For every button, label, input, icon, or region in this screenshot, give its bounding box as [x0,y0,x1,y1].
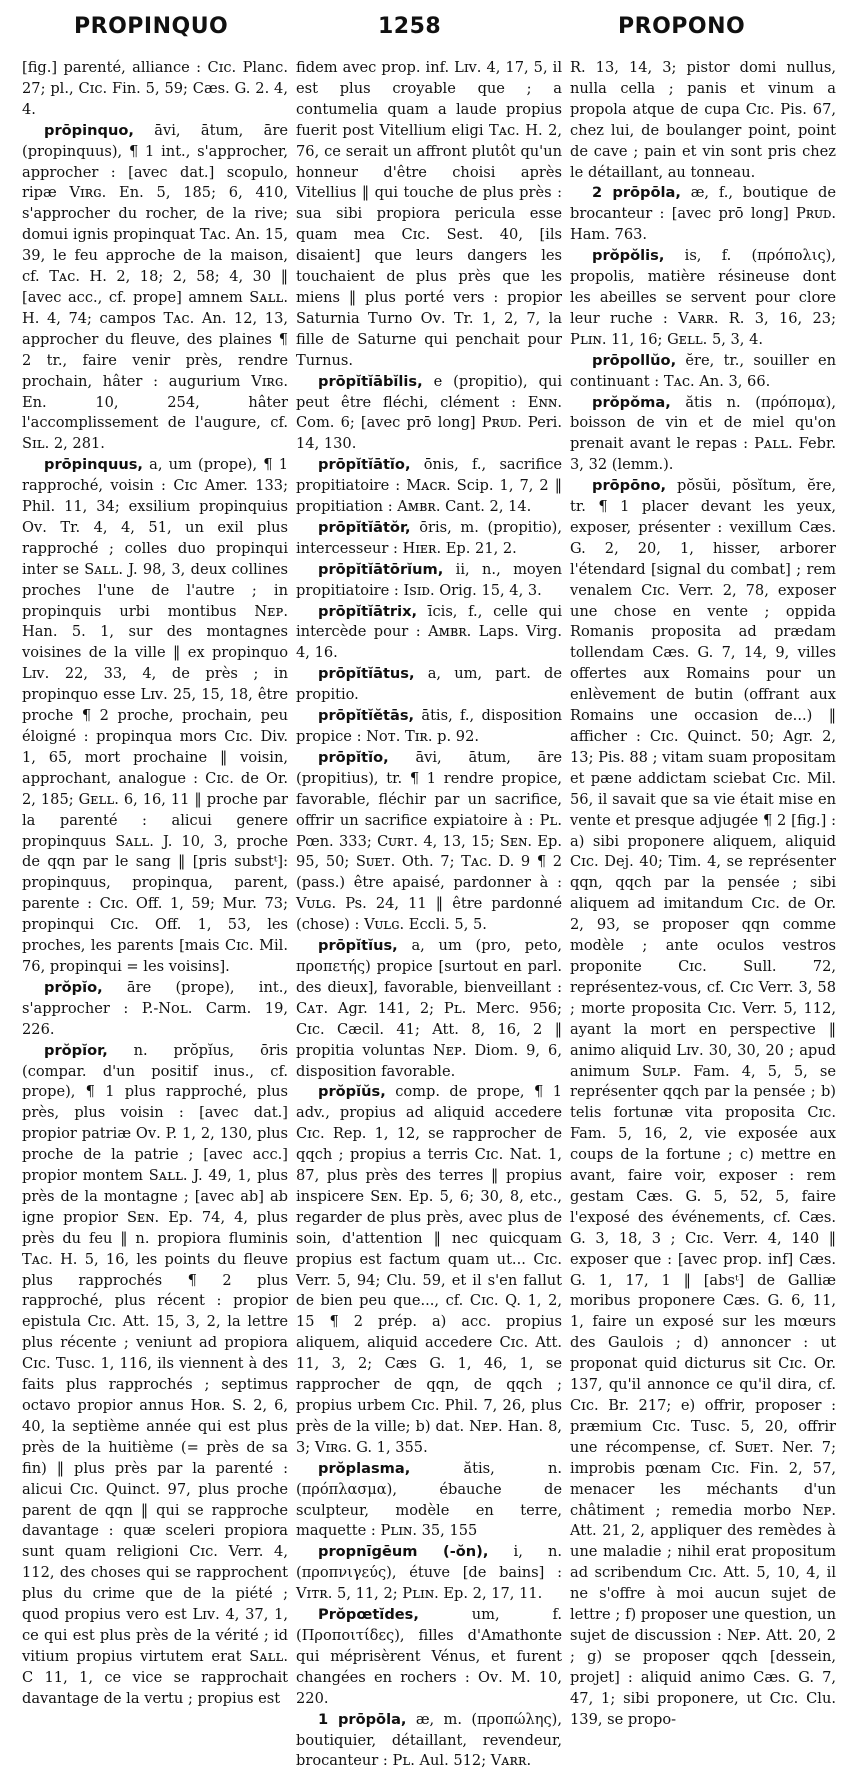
dictionary-entry [22,455,288,978]
entry-body: ātis, f., disposition propice : Nᴏᴛ. Tɪʀ. p. 92. [296,707,562,745]
entry-body: um, f. (Προποιτίδες), filles d'Amathonte qui méprisèrent Vénus, et furent changées en rochers : Oᴠ. M. 10, 220. [296,1606,562,1707]
dictionary-entry [296,372,562,456]
entry-headword: prōpĭtĭātus, [318,665,415,683]
entry-body: āre (prope), int., s'approcher : P.-Nᴏʟ. Carm. 19, 226. [22,978,288,1038]
text-column-3 [570,58,836,1728]
entry-headword: 1 prōpōla, [318,1710,407,1728]
entry-body: R. 13, 14, 3; pistor domi nullus, nulla cella ; panis et vinum a propola atque de cupa Cɪc. Pis. 67, chez lui, de boulanger point, point de cave ; pain et vin sont pris chez le détaillant, au tonneau. [570,59,836,181]
entry-headword: prōpĭtĭābĭlis, [318,372,423,390]
page-header [0,0,850,48]
running-head-left: PROPINQUO [74,14,229,39]
dictionary-entry [296,1710,562,1772]
dictionary-entry [296,1082,562,1458]
entry-body: ătis, n. (πρόπλασμα), ébauche de sculpteur, modèle en terre, maquette : Pʟɪɴ. 35, 155 [296,1459,562,1540]
entry-body: æ, m. (προπώλης), boutiquier, détaillant, revendeur, brocanteur : Pʟ. Aul. 512; Vᴀʀʀ. [296,1710,562,1770]
entry-body: a, um, part. de propitio. [296,665,562,704]
entry-headword: prōpĭtĭātĭo, [318,456,411,474]
dictionary-entry [296,455,562,518]
dictionary-entry [296,1459,562,1543]
entry-headword: prŏpŏma, [592,393,671,411]
entry-headword: prŏpĭo, [44,978,103,996]
entry-headword: 2 prōpōla, [592,184,681,202]
entry-continuation [22,58,288,121]
entry-body: i, n. (προπνιγεύς), étuve [de bains] : Vɪᴛʀ. 5, 11, 2; Pʟɪɴ. Ep. 2, 17, 11. [296,1543,563,1603]
entry-body: ătis n. (πρόπομα), boisson de vin et de miel qu'on prenait avant le repas : Pᴀʟʟ. Febr. 3, 32 (lemm.). [570,393,836,474]
entry-headword: prōpĭtĭus, [318,937,398,955]
entry-headword: prŏpĭŭs, [318,1083,386,1101]
entry-headword: prōpĭtĭātōrĭum, [318,560,444,578]
dictionary-entry [22,121,288,456]
dictionary-entry [296,1542,562,1605]
entry-body: is, f. (πρόπολις), propolis, matière résineuse dont les abeilles se servent pour clore leur ruche : Vᴀʀʀ. R. 3, 16, 23; Pʟɪɴ. 11, 16; Gᴇʟʟ. 5, 3, 4. [570,247,836,348]
entry-body: āvi, ātum, āre (propinquus), ¶ 1 int., s'approcher, approcher : [avec dat.] scopulo, ripæ Vɪʀɢ. En. 5, 185; 6, 410, s'approcher du rocher, de la rive; domui ignis propinquat Tᴀᴄ. An. 15, 39, le feu approche de la maison, cf. Tᴀᴄ. H. 2, 18; 2, 58; 4, 30 ‖ [avec acc., cf. prope] amnem Sᴀʟʟ. H. 4, 74; campos Tᴀᴄ. An. 12, 13, approcher du fleuve, des plaines ¶ 2 tr., faire venir près, rendre prochain, hâter : augurium Vɪʀɢ. En. 10, 254, hâter l'accomplissement de l'augure, cf. Sɪʟ. 2, 281. [22,121,288,453]
entry-headword: prōpōno, [592,477,667,495]
entry-body: e (propitio), qui peut être fléchi, clément : Eɴɴ. Com. 6; [avec prō long] Pʀᴜᴅ. Peri. 14, 130. [296,372,562,453]
text-column-2 [296,58,563,1770]
text-column-1 [22,58,288,1707]
dictionary-entry [296,706,562,748]
dictionary-entry [570,393,836,477]
dictionary-entry [22,978,288,1041]
entry-headword: prōpĭtĭātŏr, [318,518,411,536]
running-head-right: PROPONO [618,14,746,39]
entry-body: īcis, f., celle qui intercède pour : Aᴍʙʀ. Laps. Virg. 4, 16. [296,602,562,662]
entry-body: n. prŏpĭus, ōris (compar. d'un positif inus., cf. prope), ¶ 1 plus rapproché, plus près, plus voisin : [avec dat.] propior patriæ Oᴠ. P. 1, 2, 130, plus proche de la patrie ; [avec acc.] propior montem Sᴀʟʟ. J. 49, 1, plus près de la montagne ; [avec ab] ab igne propior Sᴇɴ. Ep. 74, 4, plus près du feu ‖ n. propiora fluminis Tᴀᴄ. H. 5, 16, les points du fleuve plus rapprochés ¶ 2 plus rapproché, plus récent : propior epistula Cɪc. Att. 15, 3, 2, la lettre plus récente ; veniunt ad propiora Cɪc. Tusc. 1, 116, ils viennent à des faits plus rapprochés ; septimus octavo propior annus Hᴏʀ. S. 2, 6, 40, la septième année qui est plus près de la huitième (= près de sa fin) ‖ plus près par la parenté : alicui Cɪc. Quinct. 97, plus proche parent de qqn ‖ qui se rapproche davantage : quæ sceleri propiora sunt quam religioni Cɪc. Verr. 4, 112, des choses qui se rapprochent plus du crime que de la piété ; quod propius vero est Lɪᴠ. 4, 37, 1, ce qui est plus près de la vérité ; id vitium propius virtutem erat Sᴀʟʟ. C 11, 1, ce vice se rapprochait davantage de la vertu ; propius est [22,1041,288,1707]
entry-headword: prŏplasma, [318,1459,411,1477]
dictionary-entry [296,1605,562,1710]
entry-body: comp. de prope, ¶ 1 adv., propius ad aliquid accedere Cɪc. Rep. 1, 12, se rapprocher de qqch ; propius a terris Cɪc. Nat. 1, 87, plus près des terres ‖ propius inspicere Sᴇɴ. Ep. 5, 6; 30, 8, etc., regarder de plus près, avec plus de soin, d'attention ‖ nec quicquam propius est factum quam ut... Cɪc. Verr. 5, 94; Clu. 59, et il s'en fallut de bien peu que..., cf. Cɪc. Q. 1, 2, 15 ¶ 2 prép. a) acc. propius aliquem, aliquid accedere Cɪc. Att. 11, 3, 2; Cæs G. 1, 46, 1, se rapprocher de qqn, de qqch ; propius urbem Cɪc. Phil. 7, 26, plus près de la ville; b) dat. Nᴇᴘ. Han. 8, 3; Vɪʀɢ. G. 1, 355. [296,1083,562,1456]
dictionary-entry [296,664,562,706]
entry-continuation [570,58,836,183]
entry-headword: prōpinquo, [44,121,134,139]
entry-headword: prōpinquus, [44,456,143,474]
entry-headword: prŏpŏlis, [592,247,665,265]
dictionary-entry [296,518,562,560]
dictionary-entry [570,476,836,1730]
page-number: 1258 [378,14,442,39]
dictionary-entry [22,1041,288,1710]
dictionary-entry [296,560,562,602]
dictionary-entry [570,351,836,393]
entry-body: ii, n., moyen propitiatoire : Isɪᴅ. Orig. 15, 4, 3. [296,560,562,599]
entry-continuation [296,58,562,372]
entry-headword: prŏpĭor, [44,1041,108,1059]
dictionary-entry [570,246,836,351]
dictionary-entry [296,748,562,936]
dictionary-entry [296,936,562,1082]
entry-body: ōnis, f., sacrifice propitiatoire : Mᴀᴄʀ. Scip. 1, 7, 2 ‖ propitiation : Aᴍʙʀ. Cant. 2, 14. [296,456,562,516]
entry-headword: propnīgēum (-ŏn), [318,1543,489,1561]
entry-body: ĕre, tr., souiller en continuant : Tᴀᴄ. An. 3, 66. [570,351,836,390]
dictionary-entry [570,183,836,246]
entry-body: a, um (prope), ¶ 1 rapproché, voisin : Cɪc Amer. 133; Phil. 11, 34; exsilium propinquius Oᴠ. Tr. 4, 4, 51, un exil plus rapproché ; colles duo propinqui inter se Sᴀʟʟ. J. 98, 3, deux collines proches l'une de l'autre ; in propinquis urbi montibus Nᴇᴘ. Han. 5. 1, sur des montagnes voisines de la ville ‖ ex propinquo Lɪᴠ. 22, 33, 4, de près ; in propinquo esse Lɪᴠ. 25, 15, 18, être proche ¶ 2 proche, prochain, peu éloigné : propinqua mors Cɪc. Div. 1, 65, mort prochaine ‖ voisin, approchant, analogue : Cɪc. de Or. 2, 185; Gᴇʟʟ. 6, 16, 11 ‖ proche par la parenté : alicui genere propinquus Sᴀʟʟ. J. 10, 3, proche de qqn par le sang ‖ [pris substᵗ]: propinquus, propinqua, parent, parente : Cɪc. Off. 1, 59; Mur. 73; propinqui Cɪc. Off. 1, 53, les proches, les parents [mais Cɪc. Mil. 76, propinqui = les voisins]. [22,456,288,975]
entry-headword: Prŏpœtĭdes, [318,1606,419,1624]
entry-body: ōris, m. (propitio), intercesseur : Hɪᴇʀ. Ep. 21, 2. [296,518,562,557]
entry-body: æ, f., boutique de brocanteur : [avec prō long] Pʀᴜᴅ. Ham. 763. [570,184,836,244]
entry-body: a, um (pro, peto, προπετής) propice [surtout en parl. des dieux], favorable, bienveillant : Cᴀᴛ. Agr. 141, 2; Pʟ. Merc. 956; Cɪc. Cæcil. 41; Att. 8, 16, 2 ‖ propitia voluntas Nᴇᴘ. Diom. 9, 6, disposition favorable. [296,937,562,1080]
entry-headword: prōpĭtĭo, [318,748,389,766]
entry-body: fidem avec prop. inf. Lɪᴠ. 4, 17, 5, il est plus croyable que ; a contumelia quam a laude propius fuerit post Vitellium eligi Tᴀᴄ. H. 2, 76, ce serait un affront plutôt qu'un honneur d'être choisi après Vitellius ‖ qui touche de plus près : sua sibi propiora pericula esse quam mea Cɪc. Sest. 40, [ils disaient] que leurs dangers les touchaient de plus près que les miens ‖ plus porté vers : propior Saturnia Turno Oᴠ. Tr. 1, 2, 7, la fille de Saturne qui penchait pour Turnus. [296,59,562,369]
entry-body: āvi, ātum, āre (propitius), tr. ¶ 1 rendre propice, favorable, fléchir par un sacrifice, offrir un sacrifice expiatoire à : Pʟ. Pœn. 333; Cᴜʀᴛ. 4, 13, 15; Sᴇɴ. Ep. 95, 50; Sᴜᴇᴛ. Oth. 7; Tᴀᴄ. D. 9 ¶ 2 (pass.) être apaisé, pardonner à : Vᴜʟɢ. Ps. 24, 11 ‖ être pardonné (chose) : Vᴜʟɢ. Eccli. 5, 5. [296,748,562,934]
entry-headword: prōpĭtĭĕtās, [318,707,415,725]
entry-headword: prōpollŭo, [592,351,677,369]
entry-headword: prōpĭtĭātrix, [318,602,418,620]
entry-body: pŏsŭi, pŏsĭtum, ĕre, tr. ¶ 1 placer devant les yeux, exposer, présenter : vexillum Cæs. G. 2, 20, 1, hisser, arborer l'étendard [signal du combat] ; rem venalem Cɪc. Verr. 2, 78, exposer une chose en vente ; oppida Romanis proposita ad prædam tollendam Cæs. G. 7, 14, 9, villes offertes aux Romains pour un enlèvement de butin (offrant aux Romains une occasion de...) ‖ afficher : Cɪc. Quinct. 50; Agr. 2, 13; Pis. 88 ; vitam suam propositam et pæne addictam sciebat Cɪc. Mil. 56, il savait que sa vie était mise en vente et presque adjugée ¶ 2 [fig.] : a) sibi proponere aliquem, aliquid Cɪc. Dej. 40; Tim. 4, se représenter qqn, qqch par la pensée ; sibi aliquem ad imitandum Cɪc. de Or. 2, 93, se proposer qqn comme modèle ; ante oculos vestros proponite Cɪc. Sull. 72, représentez-vous, cf. Cɪc Verr. 3, 58 ; morte proposita Cɪc. Verr. 5, 112, ayant la mort en perspective ‖ animo aliquid Lɪᴠ. 30, 30, 20 ; apud animum Sᴜʟᴘ. Fam. 4, 5, 5, se représenter qqch par la pensée ; b) telis fortunæ vita proposita Cɪc. Fam. 5, 16, 2, vie exposée aux coups de la fortune ; c) mettre en avant, faire voir, exposer : rem gestam Cæs. G. 5, 52, 5, faire l'exposé des événements, cf. Cæs. G. 3, 18, 3 ; Cɪc. Verr. 4, 140 ‖ exposer que : [avec prop. inf] Cæs. G. 1, 17, 1 ‖ [absᵗ] de Galliæ moribus proponere Cæs. G. 6, 11, 1, faire un exposé sur les mœurs des Gaulois ; d) annoncer : ut proponat quid dicturus sit Cɪc. Or. 137, qu'il annonce ce qu'il dira, cf. Cɪc. Br. 217; e) offrir, proposer : præmium Cɪc. Tusc. 5, 20, offrir une récompense, cf. Sᴜᴇᴛ. Ner. 7; improbis pœnam Cɪc. Fin. 2, 57, menacer les méchants d'un châtiment ; remedia morbo Nᴇᴘ. Att. 21, 2, appliquer des remèdes à une maladie ; nihil erat propositum ad scribendum Cɪc. Att. 5, 10, 4, il ne s'offre à moi aucun sujet de lettre ; f) proposer une question, un sujet de discussion : Nᴇᴘ. Att. 20, 2 ; g) se proposer qqch [dessein, projet] : aliquid animo Cæs. G. 7, 47, 1; sibi proponere, ut Cɪc. Clu. 139, se propo- [570,477,836,1728]
dictionary-entry [296,602,562,665]
entry-body: [fig.] parenté, alliance : Cɪc. Planc. 27; pl., Cɪc. Fin. 5, 59; Cæs. G. 2. 4, 4. [22,59,288,118]
